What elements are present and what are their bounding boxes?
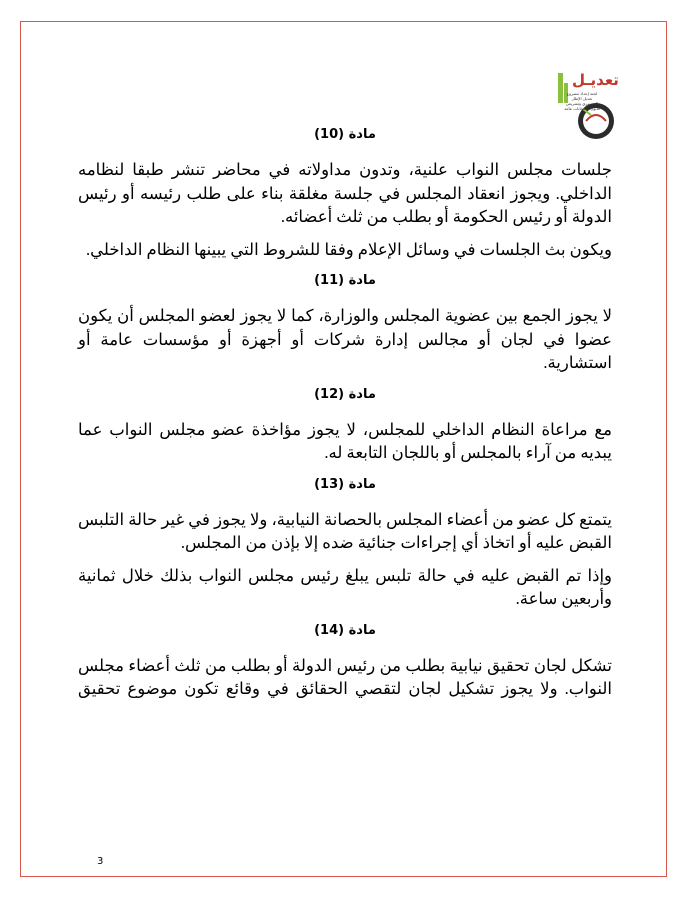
article-paragraph: تشكل لجان تحقيق نيابية بطلب من رئيس الدولة أو بطلب من ثلث أعضاء مجلس النواب. ولا يجوز تشكيل لجان لتقصي الحقائق في وقائع تكون موضوع تحقيق bbox=[78, 655, 612, 698]
logo-tagline: لجنة إعداد مشروع تعديل الإطار الدستوري وتشريعي قانون للانتخابات عامة bbox=[564, 91, 600, 111]
page-number: 3 bbox=[97, 856, 104, 867]
article-paragraph: يتمتع كل عضو من أعضاء المجلس بالحصانة النيابية، ولا يجوز في غير حالة التلبس القبض عليه أو اتخاذ أي إجراءات جنائية ضده إلا بإذن من المجلس. bbox=[78, 509, 612, 552]
article-paragraph: لا يجوز الجمع بين عضوية المجلس والوزارة، كما لا يجوز لعضو المجلس أن يكون عضوا في لجان أو مجالس إدارة شركات أو أجهزة أو مؤسسات عامة أو استشارية. bbox=[78, 306, 612, 372]
article-12 bbox=[78, 384, 612, 465]
article-paragraph: ويكون بث الجلسات في وسائل الإعلام وفقا للشروط التي يبينها النظام الداخلي. bbox=[86, 239, 612, 259]
article-title: مادة (13) bbox=[314, 476, 376, 492]
article-14 bbox=[78, 620, 612, 701]
article-title: مادة (14) bbox=[314, 622, 376, 638]
article-paragraph: مع مراعاة النظام الداخلي للمجلس، لا يجوز مؤاخذة عضو مجلس النواب عما يبديه من آراء بالمجلس أو باللجان التابعة له. bbox=[78, 419, 612, 462]
article-paragraph: جلسات مجلس النواب علنية، وتدون مداولاته في محاضر تنشر طبقا لنظامه الداخلي. ويجوز انعقاد المجلس في جلسة مغلقة بناء على طلب رئيسه أو رئيس الدولة أو رئيس الحكومة أو بطلب من ثلث أعضائه. bbox=[78, 160, 612, 226]
article-10 bbox=[78, 124, 612, 261]
article-title: مادة (11) bbox=[314, 273, 376, 288]
article-11 bbox=[78, 270, 612, 375]
document-body bbox=[78, 124, 612, 710]
article-title: مادة (10) bbox=[314, 127, 376, 142]
article-13 bbox=[78, 474, 612, 611]
logo-brand-text: تعديـل bbox=[572, 71, 619, 89]
article-title: مادة (12) bbox=[314, 386, 376, 402]
article-paragraph: وإذا تم القبض عليه في حالة تلبس يبلغ رئيس مجلس النواب بذلك خلال ثمانية وأربعين ساعة. bbox=[78, 565, 612, 608]
